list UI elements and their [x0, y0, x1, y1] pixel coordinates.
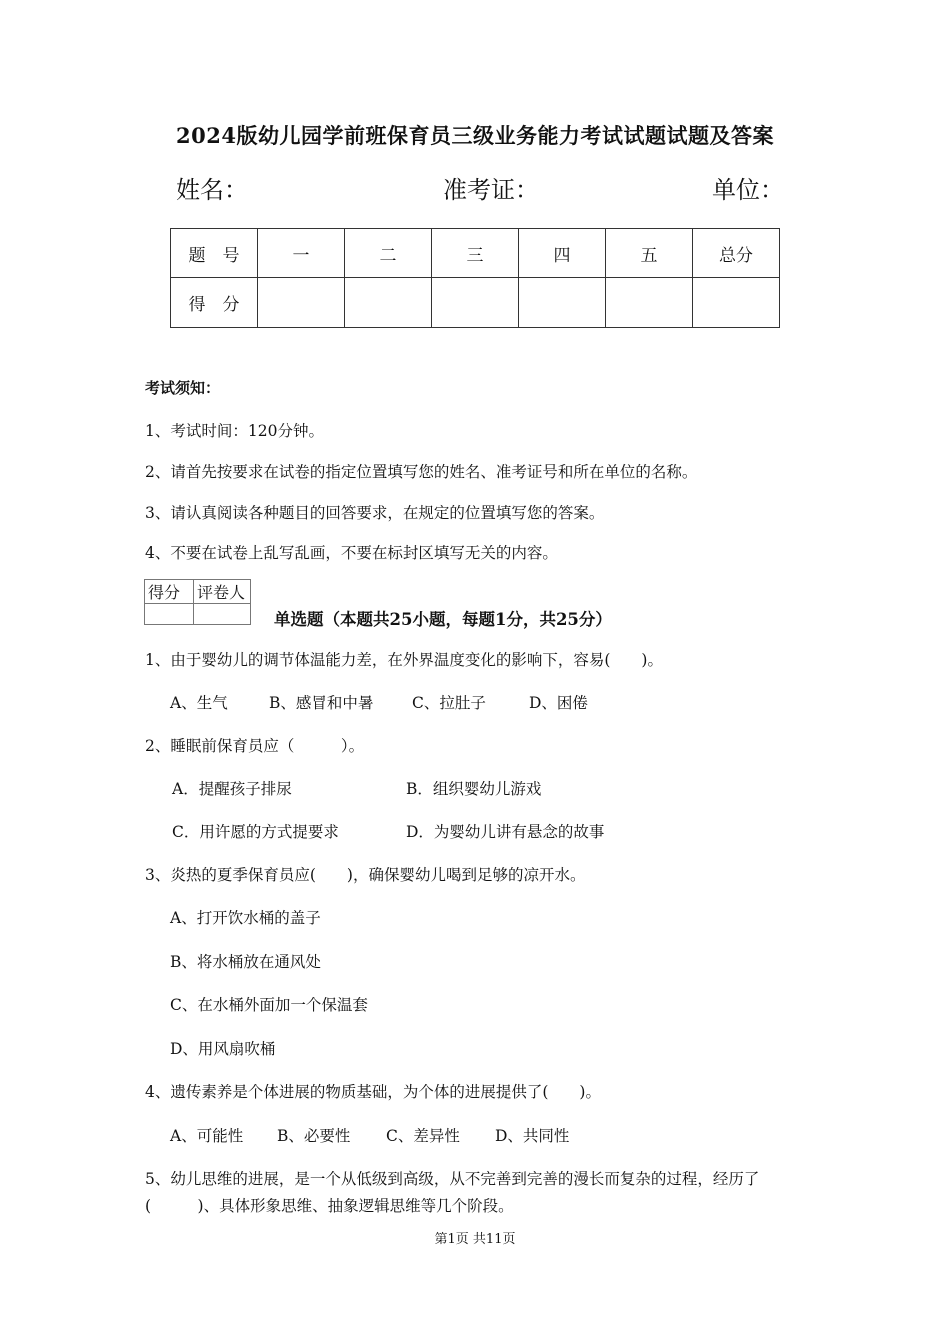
exam-number-field-label: 准考证：: [443, 176, 539, 204]
answer-option: A、打开饮水桶的盖子: [170, 909, 321, 927]
answer-option: D、困倦: [529, 694, 588, 712]
question-stem-continued: ( )、具体形象思维、抽象逻辑思维等几个阶段。: [145, 1197, 514, 1215]
score-input-cell[interactable]: [606, 278, 693, 328]
score-header-cell: 三: [432, 229, 519, 278]
page-title: 2024版幼儿园学前班保育员三级业务能力考试试题试题及答案: [176, 123, 774, 148]
name-field-label: 姓名：: [176, 176, 248, 204]
score-table-header-row: [171, 229, 780, 278]
score-header-cell: 题 号: [171, 229, 258, 278]
score-header-cell: 五: [606, 229, 693, 278]
grader-score-label: 得分: [145, 580, 194, 604]
score-input-cell[interactable]: [345, 278, 432, 328]
notice-item: 4、不要在试卷上乱写乱画，不要在标封区填写无关的内容。: [145, 544, 558, 562]
score-header-cell: 二: [345, 229, 432, 278]
grader-score-cell[interactable]: [145, 604, 194, 625]
answer-option: B、感冒和中暑: [269, 694, 374, 712]
answer-option: A、生气: [170, 694, 228, 712]
score-row-label: 得 分: [171, 278, 258, 328]
answer-option: C、在水桶外面加一个保温套: [170, 996, 368, 1014]
question-stem: 1、由于婴幼儿的调节体温能力差，在外界温度变化的影响下，容易( )。: [145, 651, 663, 669]
page-footer: 第1页 共11页: [434, 1232, 516, 1247]
score-input-cell[interactable]: [432, 278, 519, 328]
question-stem: 2、睡眠前保育员应（ ）。: [145, 737, 365, 755]
notice-item: 3、请认真阅读各种题目的回答要求，在规定的位置填写您的答案。: [145, 504, 605, 522]
score-input-cell[interactable]: [693, 278, 780, 328]
answer-option: A、可能性: [170, 1127, 244, 1145]
answer-option: C、拉肚子: [412, 694, 486, 712]
notice-item: 1、考试时间：120分钟。: [145, 422, 324, 440]
section-title: 单选题（本题共25小题，每题1分，共25分）: [274, 610, 612, 629]
answer-option: A．提醒孩子排尿: [172, 780, 292, 798]
notice-title: 考试须知：: [145, 379, 221, 397]
notice-item: 2、请首先按要求在试卷的指定位置填写您的姓名、准考证号和所在单位的名称。: [145, 463, 698, 481]
grader-reviewer-label: 评卷人: [194, 580, 251, 604]
unit-field-label: 单位：: [712, 176, 784, 204]
answer-option: B．组织婴幼儿游戏: [406, 780, 542, 798]
answer-option: D．为婴幼儿讲有悬念的故事: [406, 823, 605, 841]
score-input-cell[interactable]: [519, 278, 606, 328]
question-stem: 3、炎热的夏季保育员应( )，确保婴幼儿喝到足够的凉开水。: [145, 866, 586, 884]
score-header-cell: 四: [519, 229, 606, 278]
answer-option: B、将水桶放在通风处: [170, 953, 321, 971]
question-stem: 5、幼儿思维的进展，是一个从低级到高级，从不完善到完善的漫长而复杂的过程，经历了: [145, 1170, 760, 1188]
answer-option: C．用许愿的方式提要求: [172, 823, 339, 841]
question-stem: 4、遗传素养是个体进展的物质基础，为个体的进展提供了( )。: [145, 1083, 601, 1101]
answer-option: D、共同性: [495, 1127, 570, 1145]
answer-option: C、差异性: [386, 1127, 460, 1145]
grader-reviewer-cell[interactable]: [194, 604, 251, 625]
score-table-score-row: [171, 278, 780, 328]
answer-option: D、用风扇吹桶: [170, 1040, 276, 1058]
answer-option: B、必要性: [277, 1127, 351, 1145]
score-table: [170, 228, 780, 328]
score-header-cell: 一: [258, 229, 345, 278]
grader-box: [144, 579, 251, 625]
score-input-cell[interactable]: [258, 278, 345, 328]
score-header-cell: 总分: [693, 229, 780, 278]
